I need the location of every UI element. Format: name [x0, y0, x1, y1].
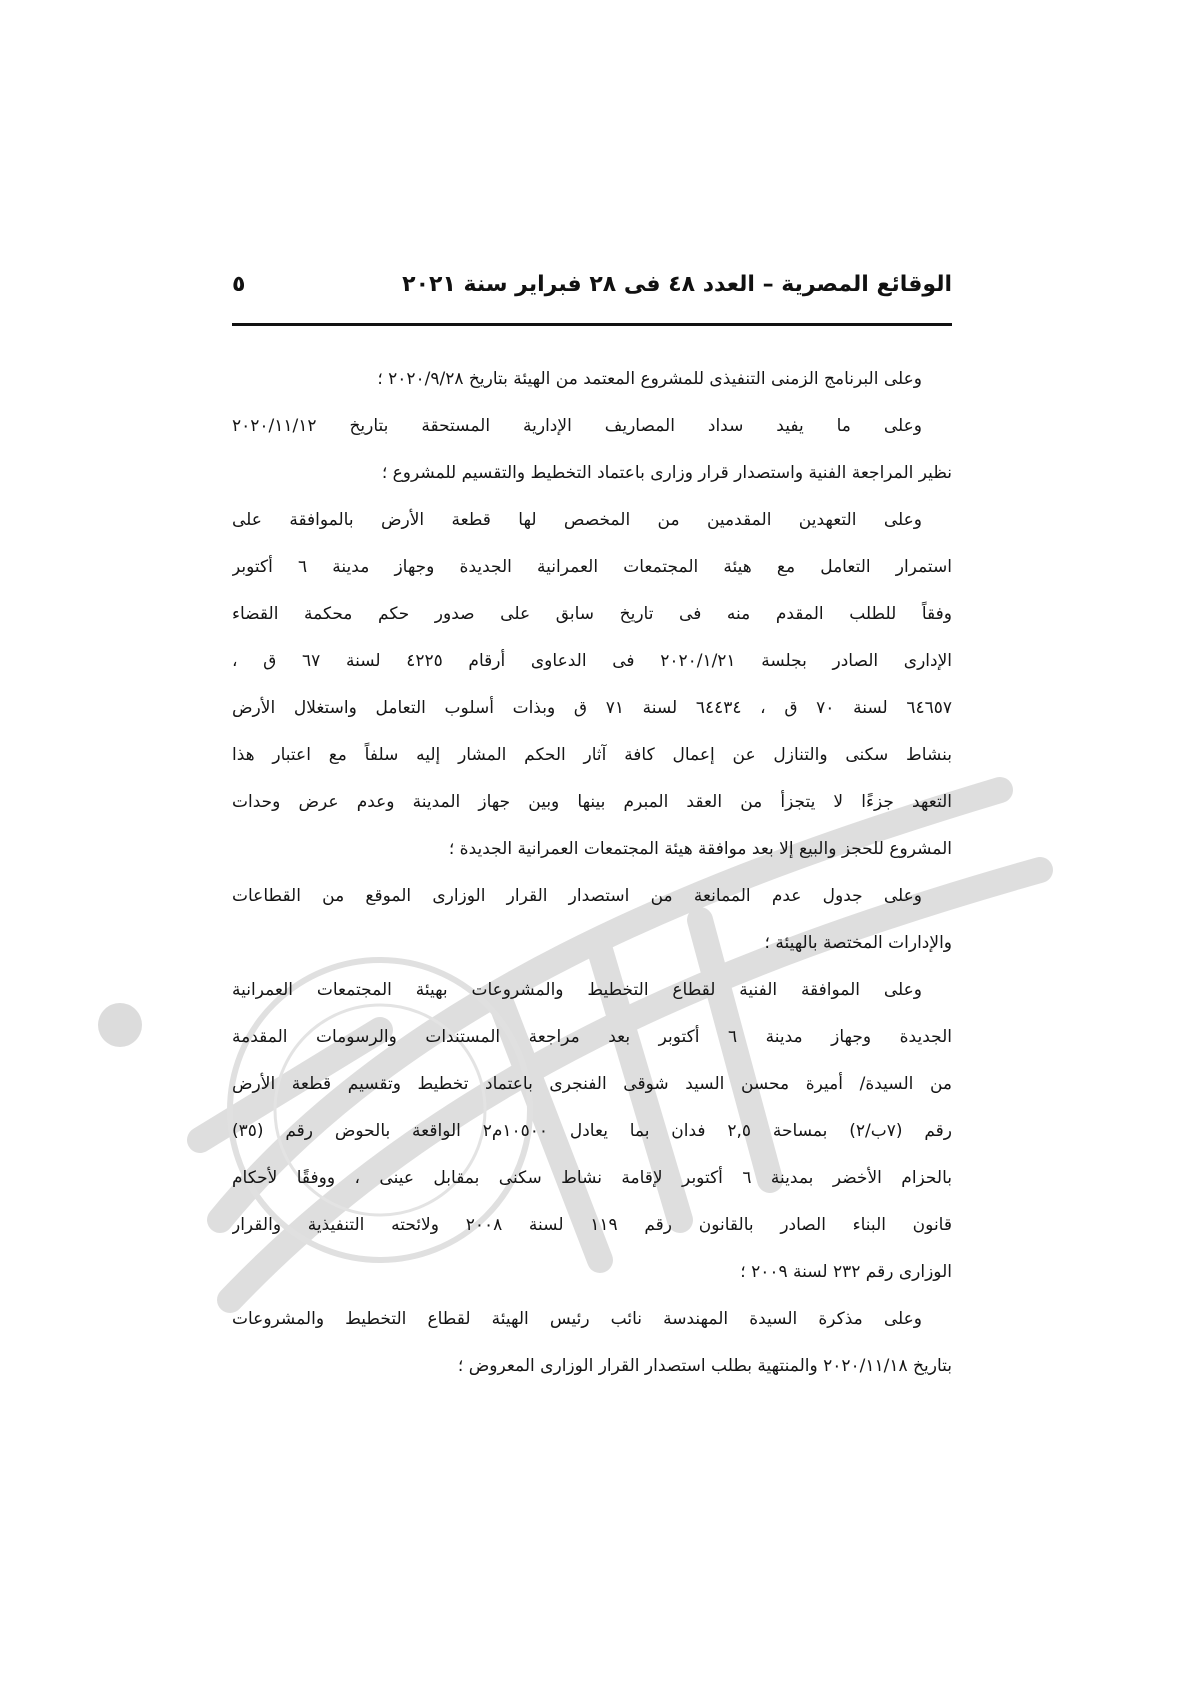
text-line: بتاريخ ٢٠٢٠/١١/١٨ والمنتهية بطلب استصدار القرار الوزارى المعروض ؛	[457, 1356, 952, 1376]
text-line: وعلى البرنامج الزمنى التنفيذى للمشروع المعتمد من الهيئة بتاريخ ٢٠٢٠/٩/٢٨ ؛	[377, 369, 922, 389]
text-line: بالحزام الأخضر بمدينة ٦ أكتوبر لإقامة نشاط سكنى بمقابل عينى ، ووفقًا لأحكام	[232, 1168, 952, 1188]
text-line: وعلى التعهدين المقدمين من المخصص لها قطعة الأرض بالموافقة على	[232, 510, 922, 530]
text-line: بنشاط سكنى والتنازل عن إعمال كافة آثار الحكم المشار إليه سلفاً مع اعتبار هذا	[232, 745, 952, 765]
page-header	[232, 272, 952, 316]
text-line: وعلى مذكرة السيدة المهندسة نائب رئيس الهيئة لقطاع التخطيط والمشروعات	[232, 1309, 922, 1329]
paragraph-admin-fees	[232, 403, 952, 497]
text-line: نظير المراجعة الفنية واستصدار قرار وزارى باعتماد التخطيط والتقسيم للمشروع ؛	[381, 463, 952, 483]
text-line: وعلى ما يفيد سداد المصاريف الإدارية المستحقة بتاريخ ٢٠٢٠/١١/١٢	[232, 416, 922, 436]
gazette-title: الوقائع المصرية – العدد ٤٨ فى ٢٨ فبراير سنة ٢٠٢١	[402, 272, 952, 297]
paragraph-memo	[232, 1296, 952, 1390]
paragraph-timeline	[232, 356, 952, 403]
text-line: قانون البناء الصادر بالقانون رقم ١١٩ لسنة ٢٠٠٨ ولائحته التنفيذية والقرار	[232, 1215, 952, 1235]
text-line: ٦٤٦٥٧ لسنة ٧٠ ق ، ٦٤٤٣٤ لسنة ٧١ ق وبذات أسلوب التعامل واستغلال الأرض	[232, 698, 952, 718]
text-line: وعلى جدول عدم الممانعة من استصدار القرار الوزارى الموقع من القطاعات	[232, 886, 922, 906]
text-line: وعلى الموافقة الفنية لقطاع التخطيط والمشروعات بهيئة المجتمعات العمرانية	[232, 980, 922, 1000]
text-line: استمرار التعامل مع هيئة المجتمعات العمرانية الجديدة وجهاز مدينة ٦ أكتوبر	[232, 557, 952, 577]
text-line: المشروع للحجز والبيع إلا بعد موافقة هيئة المجتمعات العمرانية الجديدة ؛	[448, 839, 952, 859]
page-number: ٥	[232, 272, 246, 297]
text-line: التعهد جزءًا لا يتجزأ من العقد المبرم بينها وبين جهاز المدينة وعدم عرض وحدات	[232, 792, 952, 812]
paragraph-technical-approval	[232, 967, 952, 1296]
text-line: الوزارى رقم ٢٣٢ لسنة ٢٠٠٩ ؛	[740, 1262, 952, 1282]
text-line: من السيدة/ أميرة محسن السيد شوقى الفنجرى باعتماد تخطيط وتقسيم قطعة الأرض	[232, 1074, 952, 1094]
text-line: والإدارات المختصة بالهيئة ؛	[764, 933, 952, 953]
text-line: الإدارى الصادر بجلسة ٢٠٢٠/١/٢١ فى الدعاوى أرقام ٤٢٢٥ لسنة ٦٧ ق ،	[232, 651, 952, 671]
text-line: الجديدة وجهاز مدينة ٦ أكتوبر بعد مراجعة المستندات والرسومات المقدمة	[232, 1027, 952, 1047]
header-divider	[232, 323, 952, 326]
text-line: رقم (٧ب/٢) بمساحة ٢,٥ فدان بما يعادل ١٠٥٠٠م٢ الواقعة بالحوض رقم (٣٥)	[232, 1121, 952, 1141]
document-body	[232, 356, 952, 1390]
paragraph-undertakings	[232, 497, 952, 873]
paragraph-no-objection	[232, 873, 952, 967]
text-line: وفقاً للطلب المقدم منه فى تاريخ سابق على صدور حكم محكمة القضاء	[232, 604, 952, 624]
